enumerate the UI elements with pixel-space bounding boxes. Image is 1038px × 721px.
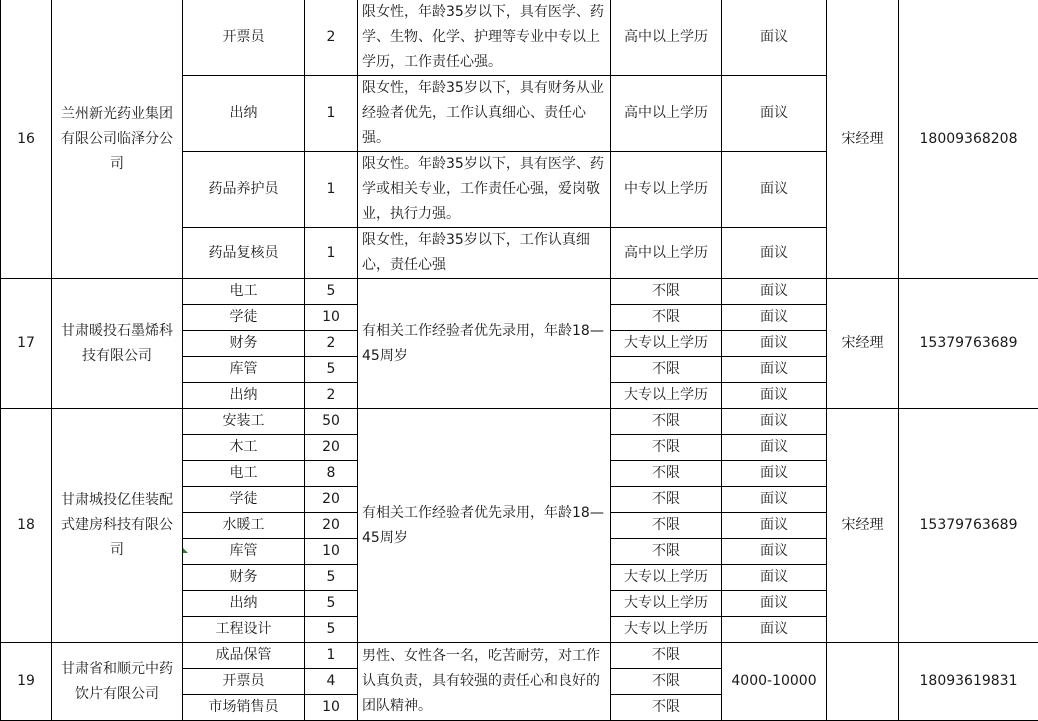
job-education: 大专以上学历 [611,331,722,357]
job-requirement: 有相关工作经验者优先录用，年龄18—45周岁 [358,409,611,643]
job-title: 财务 [183,565,305,591]
job-title: 财务 [183,331,305,357]
table-row [1,643,1038,669]
job-education: 不限 [611,487,722,513]
job-salary: 面议 [722,357,827,383]
job-title: 开票员 [183,0,305,76]
company-name: 甘肃城投亿佳装配式建房科技有限公司 [52,409,183,643]
table-row [1,0,1038,76]
job-requirement: 男性、女性各一名，吃苦耐劳，对工作认真负责，具有较强的责任心和良好的团队精神。 [358,643,611,721]
job-education: 大专以上学历 [611,617,722,643]
job-count: 1 [305,228,358,279]
job-count: 2 [305,331,358,357]
job-salary: 面议 [722,279,827,305]
job-title: 工程设计 [183,617,305,643]
job-requirement: 限女性，年龄35岁以下，具有医学、药学、生物、化学、护理等专业中专以上学历，工作责任心强。 [358,0,611,76]
contact-phone: 18093619831 [899,643,1038,721]
job-title: 木工 [183,435,305,461]
job-count: 5 [305,565,358,591]
row-number: 17 [1,279,52,409]
job-count: 2 [305,383,358,409]
row-number: 18 [1,409,52,643]
contact-person [827,643,899,721]
job-title: 电工 [183,279,305,305]
company-name: 甘肃暖投石墨烯科技有限公司 [52,279,183,409]
job-education: 不限 [611,357,722,383]
job-salary: 面议 [722,331,827,357]
job-salary: 面议 [722,513,827,539]
job-title: 水暖工 [183,513,305,539]
job-requirement: 限女性，年龄35岁以下，具有财务从业经验者优先，工作认真细心、责任心强。 [358,76,611,152]
job-salary: 面议 [722,617,827,643]
job-education: 不限 [611,695,722,721]
job-count: 50 [305,409,358,435]
job-count: 1 [305,152,358,228]
job-salary: 面议 [722,435,827,461]
job-education: 高中以上学历 [611,0,722,76]
job-title: 市场销售员 [183,695,305,721]
job-title: 出纳 [183,76,305,152]
job-education: 大专以上学历 [611,565,722,591]
job-title: 药品养护员 [183,152,305,228]
job-count: 10 [305,305,358,331]
job-title: 学徒 [183,305,305,331]
job-count: 5 [305,591,358,617]
job-education: 不限 [611,513,722,539]
job-requirement: 限女性，年龄35岁以下，工作认真细心，责任心强 [358,228,611,279]
job-title: 出纳 [183,383,305,409]
job-title: 出纳 [183,591,305,617]
job-count: 1 [305,76,358,152]
job-education: 不限 [611,409,722,435]
job-count: 20 [305,487,358,513]
job-salary: 面议 [722,76,827,152]
job-title: 电工 [183,461,305,487]
job-education: 不限 [611,539,722,565]
job-count: 2 [305,0,358,76]
job-requirement: 限女性。年龄35岁以下，具有医学、药学或相关专业，工作责任心强，爱岗敬业，执行力强。 [358,152,611,228]
job-count: 5 [305,357,358,383]
job-title: 药品复核员 [183,228,305,279]
row-number: 19 [1,643,52,721]
cell-comment-marker [183,548,188,553]
job-education: 大专以上学历 [611,591,722,617]
job-title: 学徒 [183,487,305,513]
job-salary: 面议 [722,565,827,591]
job-count: 20 [305,513,358,539]
job-count: 10 [305,695,358,721]
contact-person: 宋经理 [827,409,899,643]
job-title: 安装工 [183,409,305,435]
job-salary: 面议 [722,591,827,617]
company-name: 甘肃省和顺元中药饮片有限公司 [52,643,183,721]
job-count: 20 [305,435,358,461]
job-education: 高中以上学历 [611,76,722,152]
job-salary: 面议 [722,487,827,513]
job-salary: 4000-10000 [722,643,827,721]
table-row [1,279,1038,305]
job-count: 4 [305,669,358,695]
job-count: 5 [305,279,358,305]
job-education: 大专以上学历 [611,383,722,409]
company-name: 兰州新光药业集团有限公司临泽分公司 [52,0,183,279]
job-title: 成品保管 [183,643,305,669]
job-count: 1 [305,643,358,669]
contact-person: 宋经理 [827,279,899,409]
job-count: 5 [305,617,358,643]
row-number: 16 [1,0,52,279]
job-education: 中专以上学历 [611,152,722,228]
job-education: 不限 [611,643,722,669]
job-salary: 面议 [722,228,827,279]
table-row [1,409,1038,435]
job-salary: 面议 [722,0,827,76]
contact-phone: 15379763689 [899,409,1038,643]
job-title: 库管 [183,539,305,565]
job-salary: 面议 [722,539,827,565]
job-education: 不限 [611,435,722,461]
job-education: 不限 [611,669,722,695]
job-education: 不限 [611,279,722,305]
job-education: 高中以上学历 [611,228,722,279]
job-count: 10 [305,539,358,565]
job-education: 不限 [611,305,722,331]
job-salary: 面议 [722,305,827,331]
job-salary: 面议 [722,383,827,409]
job-count: 8 [305,461,358,487]
job-salary: 面议 [722,409,827,435]
job-title: 开票员 [183,669,305,695]
contact-phone: 18009368208 [899,0,1038,279]
job-title: 库管 [183,357,305,383]
job-education: 不限 [611,461,722,487]
contact-phone: 15379763689 [899,279,1038,409]
contact-person: 宋经理 [827,0,899,279]
job-salary: 面议 [722,461,827,487]
job-requirement: 有相关工作经验者优先录用，年龄18—45周岁 [358,279,611,409]
job-salary: 面议 [722,152,827,228]
